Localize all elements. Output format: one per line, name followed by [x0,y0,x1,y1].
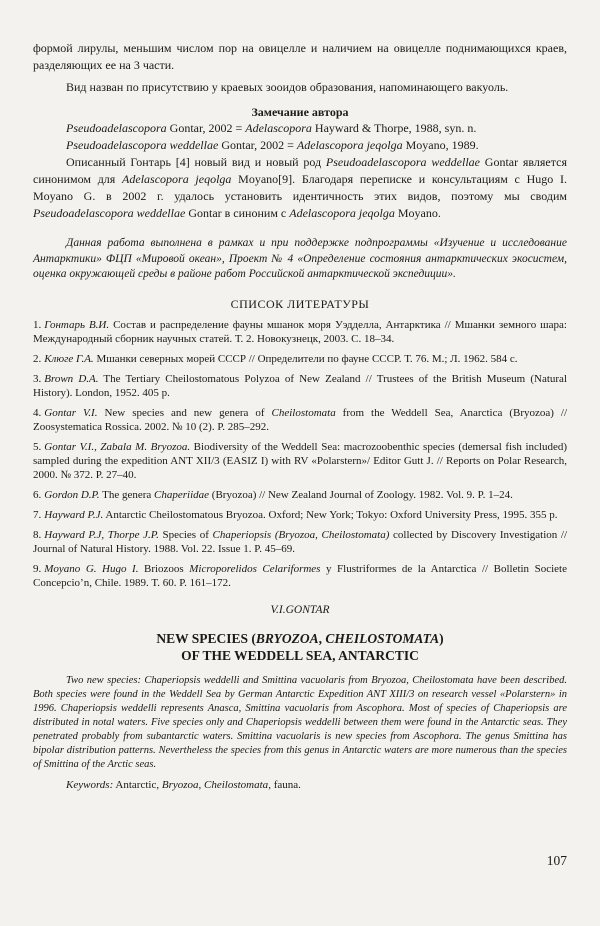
synonym-line-1: Pseudoadelascopora Gontar, 2002 = Adelascopora Hayward & Thorpe, 1988, syn. n. [66,121,477,135]
reference-item: 4. Gontar V.I. New species and new genera of Cheilostomata from the Weddell Sea, Anarctica (Bryozoa) // Zoosystematica Rossica. 2002. № 10 (2). P. 285–292. [33,406,568,433]
reference-item: 5. Gontar V.I., Zabala M. Bryozoa. Biodiversity of the Weddell Sea: macrozoobenthic species (demersal fish included) sampled during the expedition ANT XII/3 (EASIZ I) with RV «Polarstern»/ Editor Gutt J. // Reports on Polar Research, 2000. № 372. P. 27–40. [33,440,567,481]
reference-item: 7. Hayward P.J. Antarctic Cheilostomatous Bryozoa. Oxford; New York; Tokyo: Oxford University Press, 1995. 355 p. [33,508,558,521]
intro-paragraph: формой лирулы, меньшим числом пор на овицелле и наличием на овицелле поднимающихся краев, разделяющих ее на 3 части. [33,41,567,72]
page-number: 107 [546,853,567,868]
remark-paragraph: Описанный Гонтарь [4] новый вид и новый род Pseudoadelascopora weddellae Gontar является синонимом для Adelascopora jeqolga Moyano[9]. Благодаря переписке и консультациям с Hugo I. Moyano G. в 2002 г. удалось установить идентичность этих видов, поэтому мы сводим Pseudoadelascopora weddellae Gontar в синоним с Adelascopora jeqolga Moyano. [33,155,567,220]
reference-item: 6. Gordon D.P. The genera Chaperiidae (Bryozoa) // New Zealand Journal of Zoology. 1982. Vol. 9. P. 1–24. [33,488,513,501]
references-heading: СПИСОК ЛИТЕРАТУРЫ [230,296,370,311]
page-content [33,40,567,792]
reference-item: 1. Гонтарь В.И. Состав и распределение фауны мшанок моря Уэдделла, Антарктика // Мшанки земного шара: Международный сборник научных статей. Т. 2. Новокузнецк, 2003. С. 18–34. [33,318,567,345]
reference-item: 2. Клюге Г.А. Мшанки северных морей СССР // Определители по фауне СССР. Т. 76. М.; Л. 1962. 584 с. [33,352,518,365]
english-abstract: Two new species: Chaperiopsis weddelli and Smittina vacuolaris from Bryozoa, Cheilostomata have been described. Both species were found in the Weddell Sea by German Antarctic Expedition ANT XIII/3 on research vessel «Polarstern» in 1996. Chaperiopsis weddelli represents Anasca, Smittina vacuolaris from Ascophora. Most of species of Chaperiopsis are distributed in notal waters. Five species only and Chaperiopsis weddelli between them were found in the Antarctic seas. They penetrated probably from subantarctic waters. Smittina vacuolaris is new species from Ascophora. The genus Smittina has bipolar distribution patterns. Nevertheless the species from this genus in Antarctic waters are more numerous than the species of Smittina of the Arctic seas. [33,674,567,770]
reference-item: 8. Hayward P.J, Thorpe J.P. Species of Chaperiopsis (Bryozoa, Cheilostomata) collected by Discovery Investigation // Journal of Natural History. 1988. Vol. 22. Issue 1. P. 45–69. [33,528,567,555]
english-author: V.I.GONTAR [270,603,330,616]
remark-heading: Замечание автора [251,105,349,119]
references-list [33,318,567,590]
acknowledgement: Данная работа выполнена в рамках и при поддержке подпрограммы «Изучение и исследование Антарктики» ФЦП «Мировой океан», Проект № 4 «Определение состояния антарктических экосистем, оценка окружающей среды в районе работ Российской антарктической экспедиции». [33,237,567,280]
keywords: Keywords: Antarctic, Bryozoa, Cheilostomata, fauna. [66,778,301,791]
reference-item: 3. Brown D.A. The Tertiary Cheilostomatous Polyzoa of New Zealand // Trustees of the British Museum (Natural History). London, 1952. 405 p. [33,372,567,399]
naming-paragraph: Вид назван по присутствию у краевых зооидов образования, напоминающего вакуоль. [66,80,509,94]
english-title: NEW SPECIES (BRYOZOA, CHEILOSTOMATA) OF THE WEDDELL SEA, ANTARCTIC [156,630,444,663]
reference-item: 9. Moyano G. Hugo I. Briozoos Microporelidos Celariformes y Flustriformes de la Antarctica // Bolletin Societe Concepcio’n, Chile. 1989. T. 60. P. 161–172. [33,562,567,589]
synonym-line-2: Pseudoadelascopora weddellae Gontar, 2002 = Adelascopora jeqolga Moyano, 1989. [66,138,479,152]
